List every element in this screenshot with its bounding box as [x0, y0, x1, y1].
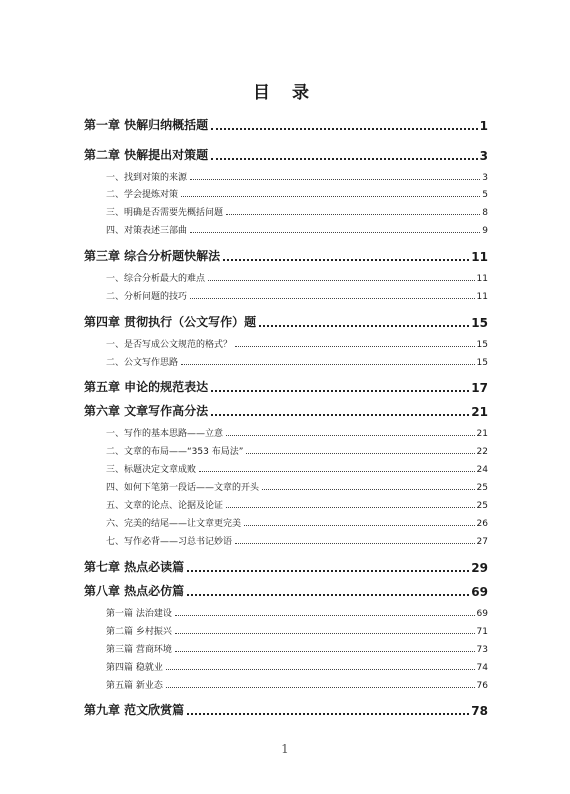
dot-leader: [187, 594, 469, 596]
dot-leader: [208, 280, 475, 281]
toc-section-entry[interactable]: [106, 642, 488, 655]
dot-leader: [190, 298, 475, 299]
dot-leader: [246, 453, 474, 454]
toc-entry-page: 25: [476, 483, 488, 493]
dot-leader: [259, 325, 469, 327]
toc-section-entry[interactable]: [106, 355, 488, 368]
toc-section-entry[interactable]: [106, 462, 488, 475]
toc-entry-label: 第二章 快解提出对策题: [84, 148, 209, 162]
dot-leader: [226, 214, 480, 215]
toc-entry-page: 15: [476, 358, 488, 368]
dot-leader: [244, 525, 475, 526]
toc-section-entry[interactable]: [106, 337, 488, 350]
toc-section-entry[interactable]: [106, 426, 488, 439]
toc-entry-label: 第五篇 新业态: [106, 681, 163, 691]
toc-entry-page: 69: [471, 585, 488, 599]
toc-entry-label: 第八章 热点必仿篇: [84, 584, 185, 598]
toc-entry-page: 26: [476, 519, 488, 529]
dot-leader: [187, 713, 469, 715]
toc-entry-label: 第九章 范文欣赏篇: [84, 703, 185, 717]
toc-entry-label: 第七章 热点必读篇: [84, 560, 185, 574]
toc-chapter-entry[interactable]: [84, 558, 488, 575]
dot-leader: [223, 259, 469, 261]
toc-entry-page: 25: [476, 501, 488, 511]
toc-section-entry[interactable]: [106, 170, 488, 183]
toc-entry-page: 15: [471, 316, 488, 330]
toc-section-entry[interactable]: [106, 223, 488, 236]
toc-chapter-entry[interactable]: [84, 247, 488, 264]
toc-chapter-entry[interactable]: [84, 582, 488, 599]
toc-entry-label: 一、找到对策的来源: [106, 173, 188, 183]
toc-entry-label: 第一篇 法治建设: [106, 609, 172, 619]
page-number: 1: [281, 742, 289, 756]
dot-leader: [175, 633, 475, 634]
dot-leader: [190, 179, 480, 180]
toc-entry-page: 5: [482, 190, 488, 200]
toc-entry-label: 第三篇 营商环境: [106, 645, 172, 655]
toc-entry-label: 第四篇 稳就业: [106, 663, 163, 673]
toc-entry-label: 二、公文写作思路: [106, 358, 179, 368]
toc-entry-label: 第三章 综合分析题快解法: [84, 249, 221, 263]
dot-leader: [211, 390, 469, 392]
dot-leader: [175, 615, 475, 616]
toc-section-entry[interactable]: [106, 480, 488, 493]
toc-section-entry[interactable]: [106, 187, 488, 200]
toc-entry-page: 11: [476, 274, 488, 284]
dot-leader: [235, 543, 475, 544]
toc-entry-page: 11: [476, 292, 488, 302]
toc-entry-page: 11: [471, 250, 488, 264]
toc-entry-page: 73: [476, 645, 488, 655]
dot-leader: [211, 158, 477, 160]
dot-leader: [166, 669, 475, 670]
toc-entry-label: 三、明确是否需要先概括问题: [106, 208, 224, 218]
dot-leader: [166, 687, 475, 688]
toc-title: 目 录: [253, 83, 317, 103]
dot-leader: [226, 435, 475, 436]
toc-entry-page: 69: [476, 609, 488, 619]
toc-chapter-entry[interactable]: [84, 402, 488, 419]
toc-entry-page: 27: [476, 537, 488, 547]
toc-entry-page: 3: [479, 149, 488, 163]
toc-section-entry[interactable]: [106, 289, 488, 302]
toc-chapter-entry[interactable]: [84, 378, 488, 395]
toc-section-entry[interactable]: [106, 271, 488, 284]
toc-entry-label: 七、写作必背——习总书记妙语: [106, 537, 233, 547]
dot-leader: [262, 489, 475, 490]
toc-section-entry[interactable]: [106, 678, 488, 691]
toc-chapter-entry[interactable]: [84, 701, 488, 718]
toc-entry-label: 第二篇 乡村振兴: [106, 627, 172, 637]
toc-chapter-entry[interactable]: [84, 146, 488, 163]
dot-leader: [235, 346, 475, 347]
toc-entry-label: 二、学会提炼对策: [106, 190, 179, 200]
toc-entry-label: 二、分析问题的技巧: [106, 292, 188, 302]
toc-chapter-entry[interactable]: [84, 313, 488, 330]
toc-section-entry[interactable]: [106, 516, 488, 529]
toc-entry-page: 21: [476, 429, 488, 439]
toc-entry-page: 17: [471, 381, 488, 395]
toc-entry-page: 71: [476, 627, 488, 637]
toc-entry-page: 8: [482, 208, 488, 218]
toc-entry-label: 三、标题决定文章成败: [106, 465, 197, 475]
dot-leader: [226, 507, 475, 508]
toc-section-entry[interactable]: [106, 606, 488, 619]
toc-entry-page: 21: [471, 405, 488, 419]
toc-entry-label: 第四章 贯彻执行（公文写作）题: [84, 315, 257, 329]
toc-section-entry[interactable]: [106, 660, 488, 673]
toc-entry-page: 9: [482, 226, 488, 236]
dot-leader: [175, 651, 475, 652]
toc-section-entry[interactable]: [106, 444, 488, 457]
toc-entry-page: 76: [476, 681, 488, 691]
toc-entry-page: 1: [479, 119, 488, 133]
dot-leader: [187, 570, 469, 572]
toc-section-entry[interactable]: [106, 624, 488, 637]
dot-leader: [190, 232, 480, 233]
toc-entry-label: 一、综合分析最大的难点: [106, 274, 206, 284]
toc-entry-page: 24: [476, 465, 488, 475]
toc-entry-page: 22: [476, 447, 488, 457]
toc-entry-label: 二、文章的布局——“353 布局法”: [106, 447, 244, 457]
toc-section-entry[interactable]: [106, 534, 488, 547]
toc-entry-page: 78: [471, 704, 488, 718]
toc-entry-page: 29: [471, 561, 488, 575]
toc-entry-label: 四、如何下笔第一段话——文章的开头: [106, 483, 260, 493]
toc-entry-label: 第六章 文章写作高分法: [84, 404, 209, 418]
toc-entry-label: 一、写作的基本思路——立意: [106, 429, 224, 439]
toc-entry-label: 五、文章的论点、论据及论证: [106, 501, 224, 511]
dot-leader: [211, 128, 477, 130]
toc-entry-page: 74: [476, 663, 488, 673]
toc-entry-label: 六、完美的结尾——让文章更完美: [106, 519, 242, 529]
dot-leader: [181, 364, 475, 365]
dot-leader: [181, 196, 480, 197]
toc-chapter-entry[interactable]: [84, 116, 488, 133]
toc-entry-label: 四、对策表述三部曲: [106, 226, 188, 236]
toc-entry-page: 3: [482, 173, 488, 183]
toc-entry-page: 15: [476, 340, 488, 350]
dot-leader: [211, 414, 469, 416]
toc-section-entry[interactable]: [106, 205, 488, 218]
toc-entry-label: 一、是否写成公文规范的格式？: [106, 340, 233, 350]
toc-entry-label: 第一章 快解归纳概括题: [84, 118, 209, 132]
dot-leader: [199, 471, 475, 472]
toc-entry-label: 第五章 申论的规范表达: [84, 380, 209, 394]
toc-section-entry[interactable]: [106, 498, 488, 511]
